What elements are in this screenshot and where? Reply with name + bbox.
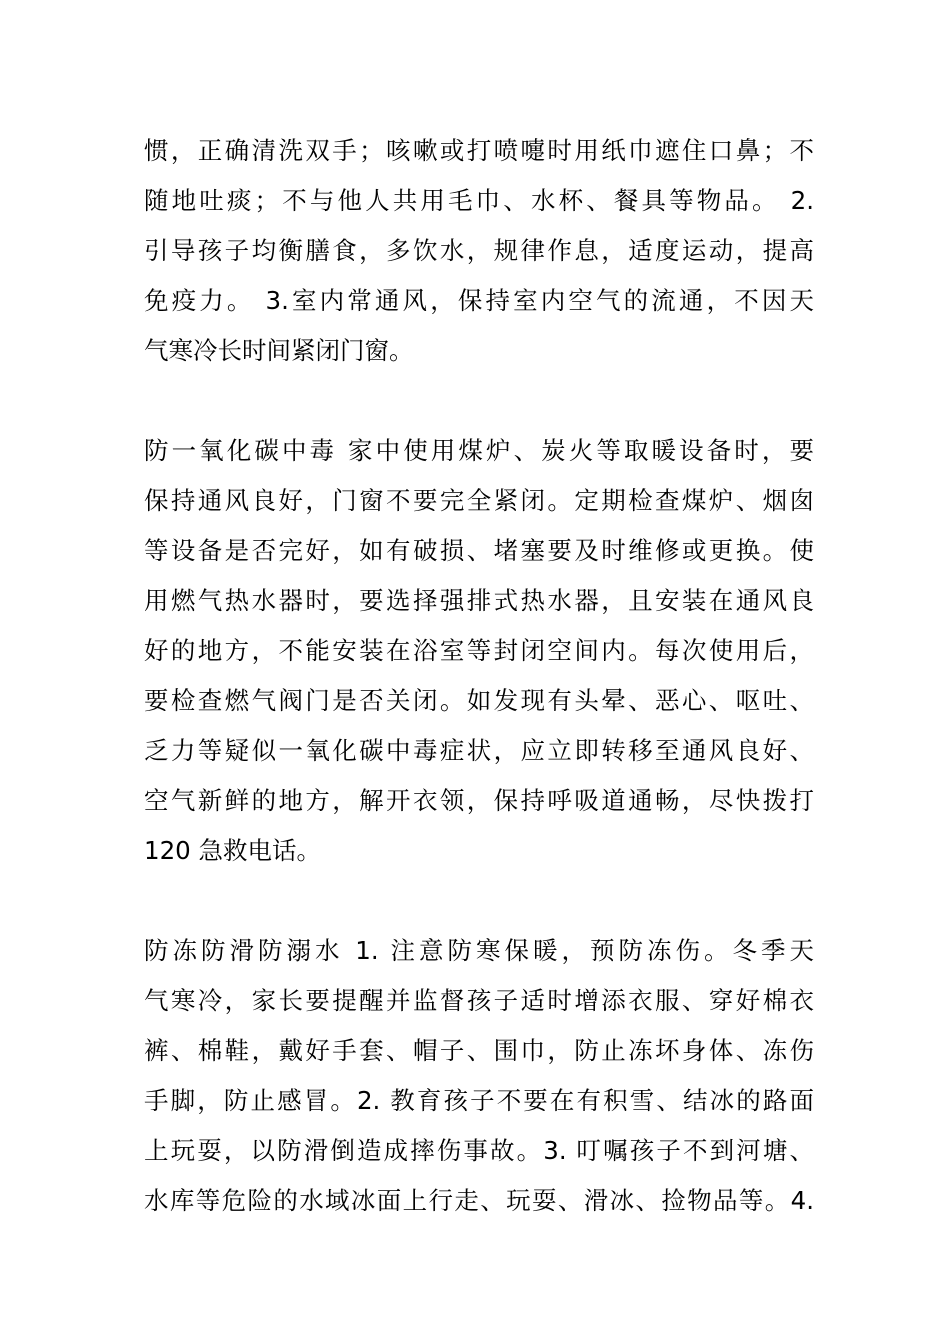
text-line: 上玩耍，以防滑倒造成摔伤事故。3. 叮嘱孩子不到河塘、 xyxy=(144,1136,814,1165)
text-line: 空气新鲜的地方，解开衣领，保持呼吸道通畅，尽快拨打 xyxy=(144,786,814,815)
text-line: 乏力等疑似一氧化碳中毒症状，应立即转移至通风良好、 xyxy=(144,736,814,765)
paragraph-gap xyxy=(144,876,814,926)
text-line: 120 急救电话。 xyxy=(144,836,322,865)
text-line: 用燃气热水器时，要选择强排式热水器，且安装在通风良 xyxy=(144,586,814,615)
text-line: 手脚，防止感冒。2. 教育孩子不要在有积雪、结冰的路面 xyxy=(144,1086,814,1115)
text-line: 好的地方，不能安装在浴室等封闭空间内。每次使用后， xyxy=(144,636,814,665)
text-line: 防冻防滑防溺水 1. 注意防寒保暖，预防冻伤。冬季天 xyxy=(144,936,814,965)
text-line: 保持通风良好，门窗不要完全紧闭。定期检查煤炉、烟囱 xyxy=(144,486,814,515)
body-text xyxy=(144,126,814,1226)
text-line: 气寒冷，家长要提醒并监督孩子适时增添衣服、穿好棉衣 xyxy=(144,986,814,1015)
text-line: 等设备是否完好，如有破损、堵塞要及时维修或更换。使 xyxy=(144,536,814,565)
text-line: 水库等危险的水域冰面上行走、玩耍、滑冰、捡物品等。4. xyxy=(144,1186,814,1215)
paragraph-gap xyxy=(144,376,814,426)
text-line: 随地吐痰；不与他人共用毛巾、水杯、餐具等物品。 2. xyxy=(144,186,814,215)
text-line: 引导孩子均衡膳食，多饮水，规律作息，适度运动，提高 xyxy=(144,236,814,265)
text-line: 防一氧化碳中毒 家中使用煤炉、炭火等取暖设备时，要 xyxy=(144,436,814,465)
text-line: 惯，正确清洗双手；咳嗽或打喷嚏时用纸巾遮住口鼻；不 xyxy=(144,136,814,165)
text-line: 免疫力。 3.室内常通风，保持室内空气的流通，不因天 xyxy=(144,286,814,315)
text-line: 要检查燃气阀门是否关闭。如发现有头晕、恶心、呕吐、 xyxy=(144,686,814,715)
text-line: 裤、棉鞋，戴好手套、帽子、围巾，防止冻坏身体、冻伤 xyxy=(144,1036,814,1065)
text-line: 气寒冷长时间紧闭门窗。 xyxy=(144,336,414,365)
